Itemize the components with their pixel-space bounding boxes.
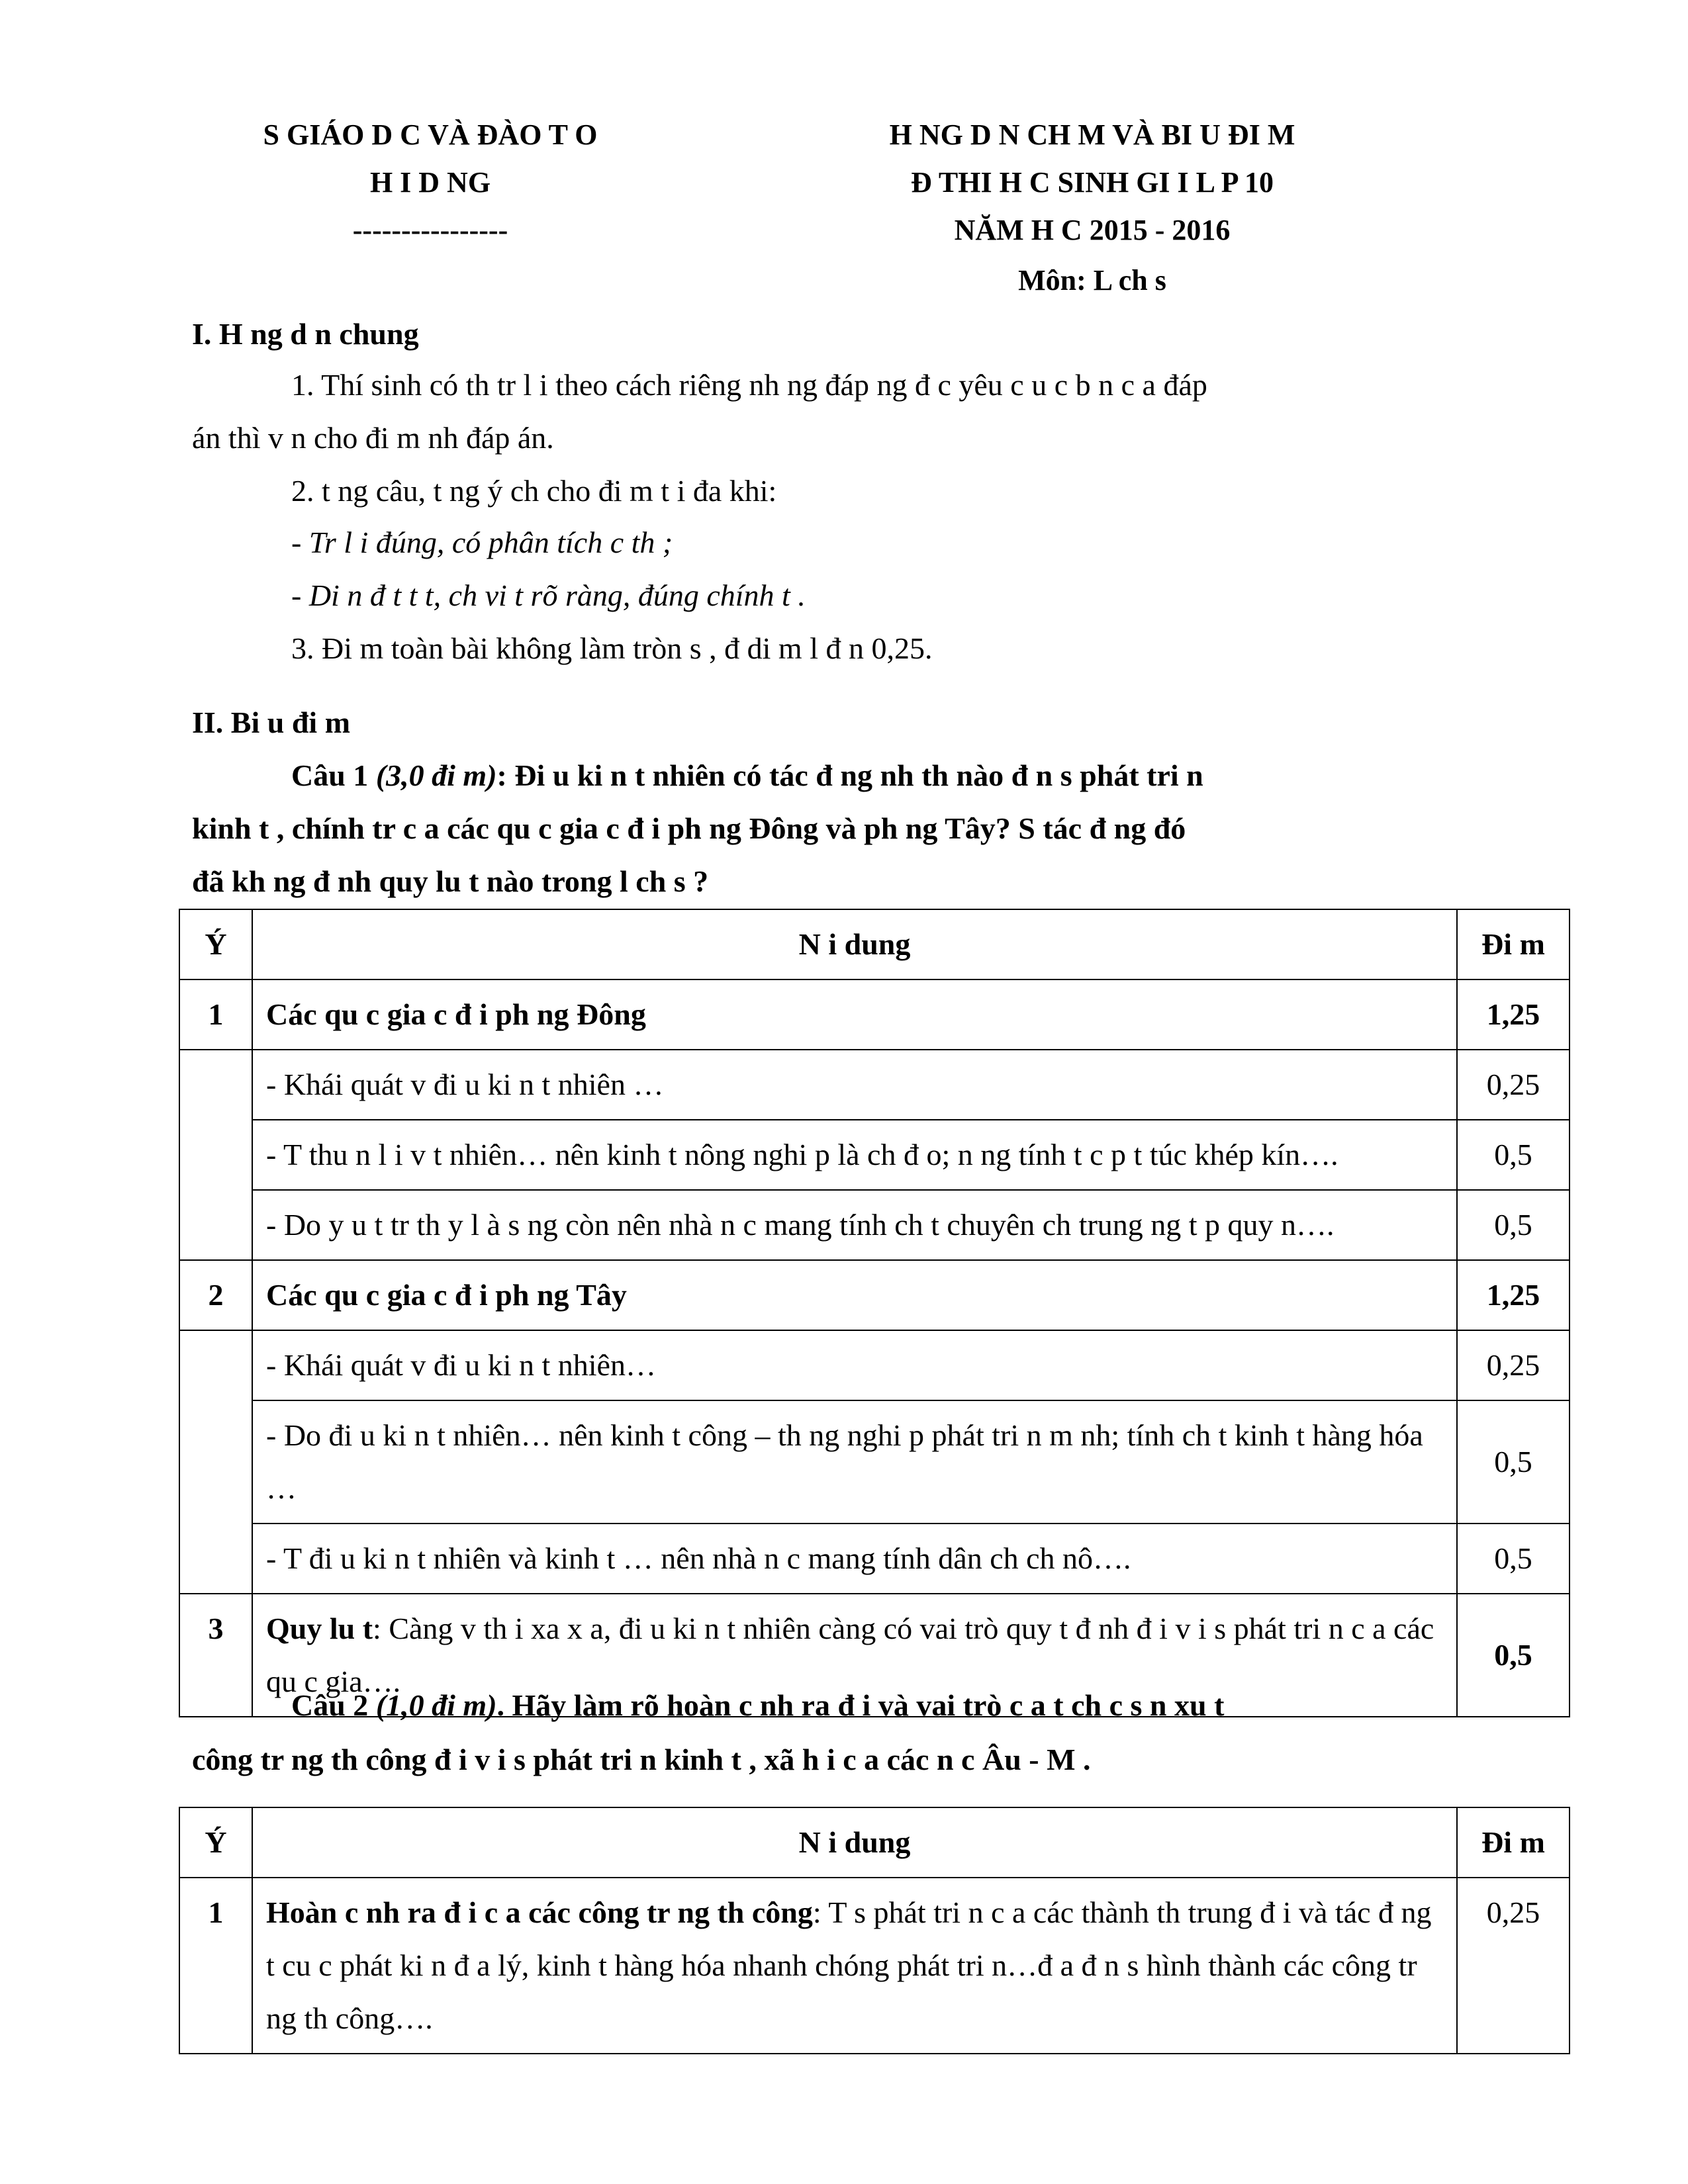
question-2-text: . Hãy làm rõ hoàn c nh ra đ i và vai trò c a t ch c s n xu t (496, 1688, 1225, 1722)
subject: Môn: L ch s (1018, 264, 1166, 296)
col-header-y: Ý (179, 1807, 252, 1878)
grading-table-1 (179, 909, 1570, 1717)
table-header-row (179, 1807, 1570, 1878)
question-2-line1 (291, 1688, 1224, 1723)
col-header-content: N i dung (252, 909, 1457, 979)
guideline-3: 3. Đi m toàn bài không làm tròn s , đ di m l đ n 0,25. (291, 631, 933, 665)
row-score: 0,5 (1457, 1524, 1570, 1594)
guideline-1-line1: 1. Thí sinh có th tr l i theo cách riêng nh ng đáp ng đ c yêu c u c b n c a đáp (291, 368, 1207, 402)
row-content: Các qu c gia c đ i ph ng Đông (252, 979, 1457, 1050)
table-row (179, 1330, 1570, 1400)
grading-table-2 (179, 1807, 1570, 2054)
exam-title: Đ THI H C SINH GI I L P 10 (910, 166, 1274, 199)
col-header-score: Đi m (1457, 909, 1570, 979)
question-2-label: Câu 2 (291, 1688, 369, 1722)
row-content: - T đi u ki n t nhiên và kinh t … nên nhà n c mang tính dân ch ch nô…. (252, 1524, 1457, 1594)
question-1-line2: kinh t , chính tr c a các qu c gia c đ i ph ng Đông và ph ng Tây? S tác đ ng đó (192, 811, 1186, 845)
row-score: 0,5 (1457, 1400, 1570, 1524)
row-score: 1,25 (1457, 979, 1570, 1050)
row-content (252, 1878, 1457, 2054)
table-row (179, 1878, 1570, 2054)
col-header-content: N i dung (252, 1807, 1457, 1878)
row-y (179, 1330, 252, 1594)
dept-name: S GIÁO D C VÀ ĐÀO T O (263, 118, 598, 151)
section-2-title: II. Bi u đi m (192, 705, 351, 739)
question-1-text: : Đi u ki n t nhiên có tác đ ng nh th nào đ n s phát tri n (496, 758, 1203, 792)
row-content-rest: : Càng v th i xa x a, đi u ki n t nhiên càng có vai trò quy t đ nh đ i v i s phát tri n c a các qu c gia…. (266, 1612, 1434, 1698)
col-header-score: Đi m (1457, 1807, 1570, 1878)
row-content: - Do y u t tr th y l à s ng còn nên nhà n c mang tính ch t chuyên ch trung ng t p quy n…. (252, 1190, 1457, 1260)
row-score: 1,25 (1457, 1260, 1570, 1330)
section-1-title: I. H ng d n chung (192, 317, 419, 351)
school-name: H I D NG (369, 166, 491, 199)
table-row (179, 1120, 1570, 1190)
row-y: 1 (179, 1878, 252, 2054)
row-y: 1 (179, 979, 252, 1050)
row-score: 0,5 (1457, 1120, 1570, 1190)
row-score: 0,25 (1457, 1050, 1570, 1120)
row-content: - Khái quát v đi u ki n t nhiên … (252, 1050, 1457, 1120)
row-content: Các qu c gia c đ i ph ng Tây (252, 1260, 1457, 1330)
row-score: 0,25 (1457, 1330, 1570, 1400)
school-year: NĂM H C 2015 - 2016 (954, 214, 1231, 246)
guideline-2b: - Di n đ t t t, ch vi t rõ ràng, đúng chính t . (291, 578, 806, 612)
col-header-y: Ý (179, 909, 252, 979)
table-row (179, 1524, 1570, 1594)
row-content-rest: : T s phát tri n c a các thành th trung đ i và tác đ ng t cu c phát ki n đ a lý, kinh t hàng hóa nhanh chóng phát tri n…đ a đ n s hình thành các công tr ng th công…. (266, 1895, 1432, 2035)
table-row (179, 979, 1570, 1050)
table-row (179, 1400, 1570, 1524)
question-1-points: (3,0 đi m) (375, 758, 497, 792)
question-2-line2: công tr ng th công đ i v i s phát tri n kinh t , xã h i c a các n c Âu - M . (192, 1743, 1091, 1776)
header-divider: ---------------- (352, 214, 508, 246)
table-row (179, 1260, 1570, 1330)
row-content: - Do đi u ki n t nhiên… nên kinh t công – th ng nghi p phát tri n m nh; tính ch t kinh t hàng hóa … (252, 1400, 1457, 1524)
row-content-bold: Quy lu t (266, 1612, 373, 1645)
doc-title: H NG D N CH M VÀ BI U ĐI M (889, 118, 1295, 151)
question-1-label: Câu 1 (291, 758, 369, 792)
table-row (179, 1050, 1570, 1120)
question-1-line1 (291, 758, 1203, 793)
guideline-2a: - Tr l i đúng, có phân tích c th ; (291, 525, 673, 559)
row-y (179, 1050, 252, 1260)
question-1-line3: đã kh ng đ nh quy lu t nào trong l ch s ? (192, 864, 709, 898)
guideline-1-line2: án thì v n cho đi m nh đáp án. (192, 421, 554, 455)
row-content: - T thu n l i v t nhiên… nên kinh t nông nghi p là ch đ o; n ng tính t c p t túc khép kín…. (252, 1120, 1457, 1190)
guideline-2: 2. t ng câu, t ng ý ch cho đi m t i đa khi: (291, 474, 777, 508)
table-header-row (179, 909, 1570, 979)
row-y: 2 (179, 1260, 252, 1330)
row-score: 0,5 (1457, 1190, 1570, 1260)
table-row (179, 1190, 1570, 1260)
row-y: 3 (179, 1594, 252, 1717)
row-score: 0,5 (1457, 1594, 1570, 1717)
row-content-bold: Hoàn c nh ra đ i c a các công tr ng th công (266, 1895, 813, 1929)
row-score: 0,25 (1457, 1878, 1570, 2054)
question-2-points: (1,0 đi m) (375, 1688, 497, 1722)
row-content: - Khái quát v đi u ki n t nhiên… (252, 1330, 1457, 1400)
